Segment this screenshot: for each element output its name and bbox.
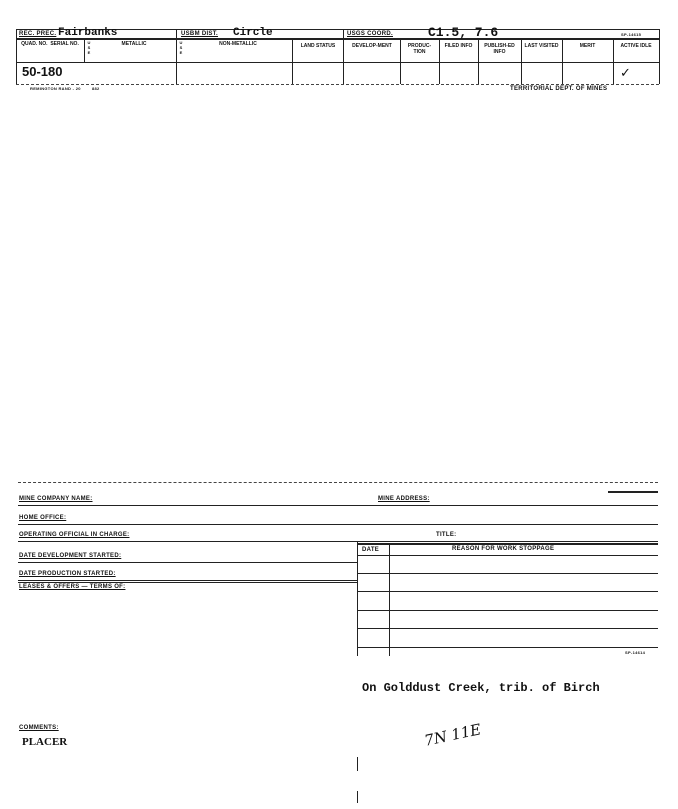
- col-filed-info: FILED INFO: [444, 43, 473, 49]
- stoppage-header-rule: [357, 555, 658, 556]
- divider-last-visited: [521, 38, 522, 84]
- col-nonmetallic: NON-METALLIC: [219, 41, 257, 47]
- mine-address-label: MINE ADDRESS:: [378, 496, 430, 502]
- quad-serial-value: 50-180: [22, 64, 63, 79]
- date-production-label: DATE PRODUCTION STARTED:: [19, 571, 116, 577]
- col-quad-no: QUAD. NO.: [21, 41, 48, 47]
- stoppage-row-2: [357, 591, 658, 592]
- date-development-label: DATE DEVELOPMENT STARTED:: [19, 553, 122, 559]
- divider-development: [343, 29, 344, 84]
- bottom-tick-1: [357, 757, 358, 771]
- stoppage-left-edge: [357, 541, 358, 656]
- bottom-tick-2: [357, 791, 358, 803]
- footer-territorial-dept: TERRITORIAL DEPT. OF MINES: [510, 86, 608, 92]
- stoppage-date-header: DATE: [362, 547, 380, 553]
- stoppage-row-4: [357, 628, 658, 629]
- col-use-metallic: U S E: [87, 40, 91, 55]
- divider-use-metallic: [84, 38, 85, 62]
- rec-prec-label: REC. PREC.: [19, 31, 57, 37]
- operating-official-label: OPERATING OFFICIAL IN CHARGE:: [19, 532, 130, 538]
- rec-prec-value: Fairbanks: [58, 27, 118, 39]
- divider-published: [478, 38, 479, 84]
- divider-production: [400, 38, 401, 84]
- col-quad-serial: [18, 41, 82, 47]
- divider-merit: [562, 38, 563, 84]
- col-land-status: LAND STATUS: [300, 43, 336, 49]
- mine-address-mark: [608, 491, 658, 493]
- usgs-coord-value: C1.5, 7.6: [428, 25, 499, 40]
- stoppage-date-divider: [389, 543, 390, 656]
- divider-land-status: [292, 38, 293, 84]
- col-use-nonmetallic: U S E: [179, 40, 183, 55]
- usgs-coord-label: USGS COORD.: [347, 31, 393, 37]
- stoppage-top-rule: [357, 543, 658, 545]
- mine-company-name-label: MINE COMPANY NAME:: [19, 496, 93, 502]
- leases-offers-label: LEASES & OFFERS — TERMS OF:: [19, 584, 126, 590]
- footer-code: 882: [92, 86, 100, 91]
- col-active-idle: ACTIVE IDLE: [620, 43, 652, 49]
- col-last-visited: LAST VISITED: [524, 43, 559, 49]
- usbm-dist-label: USBM DIST.: [181, 31, 219, 37]
- rule-company: [18, 505, 658, 506]
- bottom-form-number: SP-14614: [625, 650, 646, 655]
- rule-home-office: [18, 524, 658, 525]
- rule-production-double: [18, 582, 357, 583]
- comments-label: COMMENTS:: [19, 725, 59, 731]
- col-serial-no: SERIAL NO.: [50, 41, 79, 47]
- col-development: DEVELOP-MENT: [352, 43, 392, 49]
- active-check-mark: ✓: [620, 65, 631, 80]
- top-form-number: SP-14615: [621, 32, 642, 37]
- col-published-info: PUBLISH-ED INFO: [484, 43, 515, 55]
- home-office-label: HOME OFFICE:: [19, 515, 67, 521]
- location-note: On Golddust Creek, trib. of Birch: [362, 681, 600, 695]
- divider-filed: [439, 38, 440, 84]
- col-merit: MERIT: [579, 43, 596, 49]
- stoppage-row-5: [357, 647, 658, 648]
- stoppage-reason-header: REASON FOR WORK STOPPAGE: [452, 546, 555, 552]
- handwritten-township: 7N 11E: [422, 720, 483, 750]
- divider-active: [613, 38, 614, 84]
- stoppage-row-1: [357, 573, 658, 574]
- divider-nonmetallic: [176, 29, 177, 84]
- rule-production: [18, 580, 357, 581]
- stoppage-row-3: [357, 610, 658, 611]
- top-card-bottom-rule: [16, 84, 659, 85]
- bottom-card-top-rule: [18, 482, 658, 483]
- top-card-right-edge: [659, 29, 660, 84]
- top-card-left-edge: [16, 29, 17, 84]
- rule-development: [18, 562, 357, 563]
- rule-official: [18, 541, 658, 542]
- title-label: TITLE:: [436, 532, 457, 538]
- comments-value: PLACER: [22, 736, 68, 748]
- col-metallic: METALLIC: [121, 41, 147, 47]
- usbm-dist-value: Circle: [233, 27, 273, 39]
- footer-remington: REMINGTON RAND - 20: [30, 86, 81, 91]
- col-production: PRODUC-TION: [407, 43, 432, 55]
